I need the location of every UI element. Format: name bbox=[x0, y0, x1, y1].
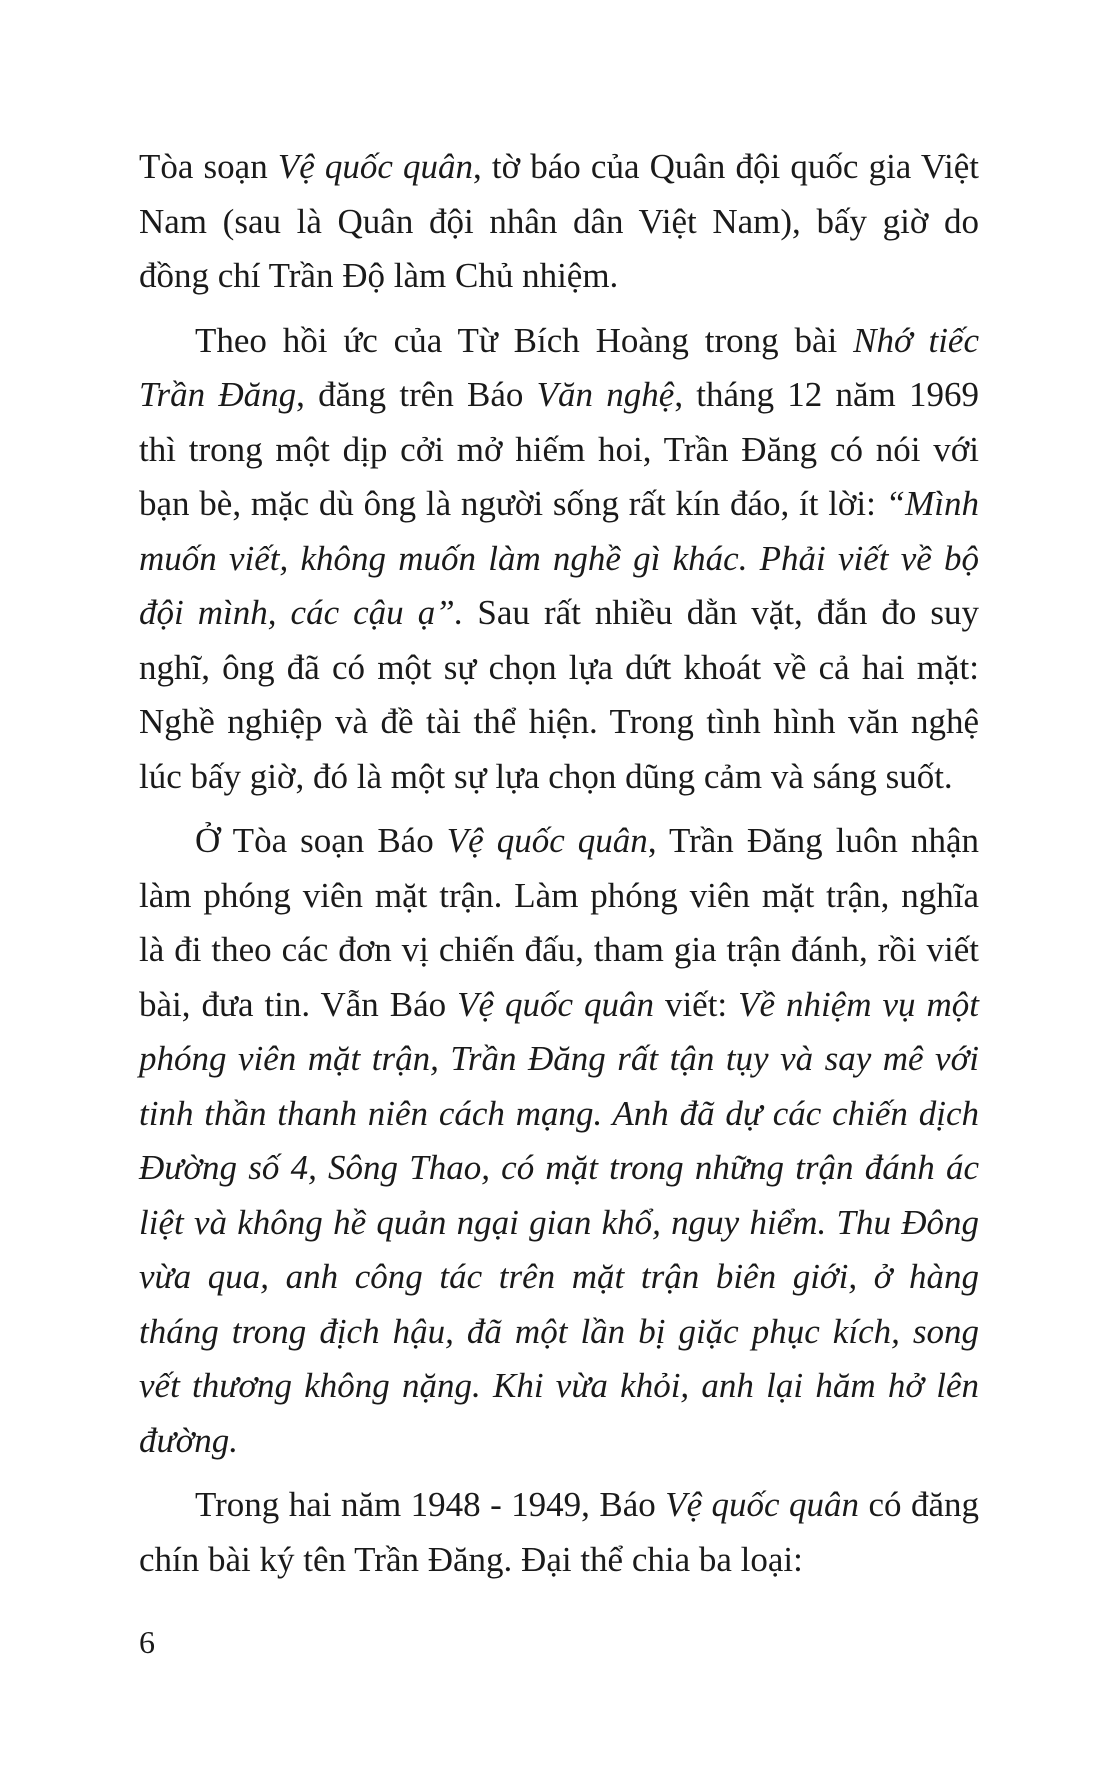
paragraph-3 bbox=[139, 814, 979, 1468]
quote-run: “Mình muốn viết, không muốn làm nghề gì khác. Phải viết về bộ đội mình, các cậu ạ”. bbox=[139, 484, 979, 632]
text-run: , tháng 12 năm 1969 thì trong một dịp cởi mở hiếm hoi, Trần Đăng có nói với bạn bè, mặc dù ông là người sống rất kín đáo, ít lời: bbox=[139, 375, 980, 523]
text-run: Trong hai năm 1948 - 1949, Báo bbox=[195, 1485, 666, 1524]
text-run: viết: bbox=[653, 984, 739, 1024]
paragraph-1 bbox=[139, 140, 979, 304]
italic-run: Vệ quốc quân bbox=[277, 147, 474, 186]
page-number: 6 bbox=[139, 1624, 155, 1660]
italic-run: Vệ quốc quân bbox=[446, 821, 648, 860]
text-run: , Trần Đăng luôn nhận làm phóng viên mặt trận. Làm phóng viên mặt trận, nghĩa là đi theo các đơn vị chiến đấu, tham gia trận đánh, rồi viết bài, đưa tin. Vẫn Báo bbox=[139, 821, 980, 1024]
text-run: Tòa soạn bbox=[139, 147, 278, 186]
text-run: , đăng trên Báo bbox=[296, 375, 537, 414]
paragraph-2 bbox=[139, 314, 979, 805]
italic-run: Vệ quốc quân bbox=[457, 984, 654, 1024]
text-run: Theo hồi ức của Từ Bích Hoàng trong bài bbox=[195, 320, 854, 360]
quote-run: Về nhiệm vụ một phóng viên mặt trận, Trần Đăng rất tận tụy và say mê với tinh thần thanh niên cách mạng. Anh đã dự các chiến dịch Đường số 4, Sông Thao, có mặt trong những trận đánh ác liệt và không hề quản ngại gian khổ, nguy hiểm. Thu Đông vừa qua, anh công tác trên mặt trận biên giới, ở hàng tháng trong địch hậu, đã một lần bị giặc phục kích, song vết thương không nặng. Khi vừa khỏi, anh lại hăm hở lên đường. bbox=[139, 984, 979, 1460]
italic-run: Văn nghệ bbox=[536, 375, 675, 414]
text-run: , tờ báo của Quân đội quốc gia Việt Nam (sau là Quân đội nhân dân Việt Nam), bấy giờ do đồng chí Trần Độ làm Chủ nhiệm. bbox=[139, 147, 979, 295]
italic-run: Nhớ tiếc Trần Đăng bbox=[139, 320, 979, 414]
text-run: có đăng chín bài ký tên Trần Đăng. Đại thể chia ba loại: bbox=[139, 1485, 979, 1579]
text-run: Ở Tòa soạn Báo bbox=[195, 821, 447, 860]
text-run: Sau rất nhiều dằn vặt, đắn đo suy nghĩ, ông đã có một sự chọn lựa dứt khoát về cả hai mặt: Nghề nghiệp và đề tài thể hiện. Trong tình hình văn nghệ lúc bấy giờ, đó là một sự lựa chọn dũng cảm và sáng suốt. bbox=[139, 593, 979, 796]
paragraph-4 bbox=[139, 1478, 979, 1587]
body-text bbox=[139, 140, 979, 1587]
italic-run: Vệ quốc quân bbox=[665, 1485, 860, 1524]
